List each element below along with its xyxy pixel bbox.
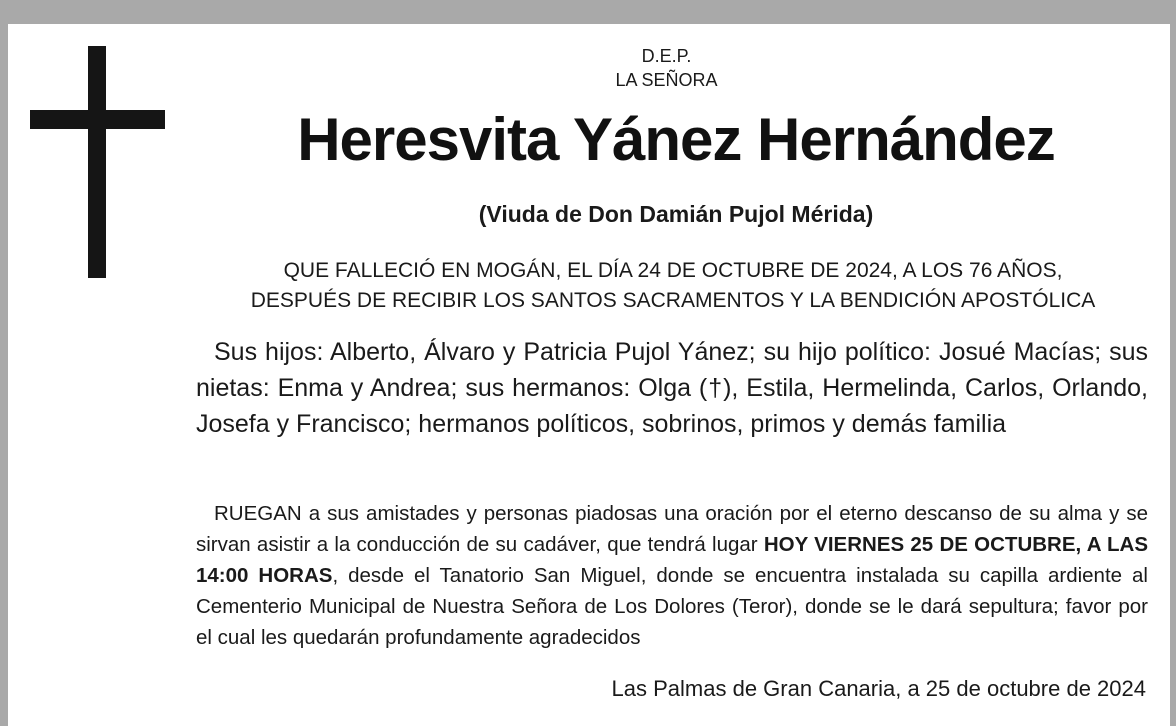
ruegan-text-2: , desde el Tanatorio San Miguel, donde se encuentra instalada su capilla ardiente al Cementerio Municipal de Nuestra Señora de Los Dolores (Teror), donde se le dará sepultura; favor por el cual les quedarán profundamente agradecidos xyxy=(196,564,1148,649)
death-announcement xyxy=(188,256,1158,316)
place-and-date: Las Palmas de Gran Canaria, a 25 de octubre de 2024 xyxy=(611,676,1146,701)
ruegan-text-1: RUEGAN a sus amistades y personas piadosas una oración por el eterno descanso de su alma y se sirvan asistir a la conducción de su cadáver, que tendrá lugar xyxy=(196,502,1148,556)
title-prefix: LA SEÑORA xyxy=(615,70,718,90)
header-block xyxy=(8,44,1170,92)
cross-horizontal-bar xyxy=(30,110,165,129)
death-line-1: QUE FALLECIÓ EN MOGÁN, EL DÍA 24 DE OCTUBRE DE 2024, A LOS 76 AÑOS, xyxy=(283,259,1063,282)
widow-of: (Viuda de Don Damián Pujol Mérida) xyxy=(478,201,874,227)
ruegan-paragraph xyxy=(196,498,1148,653)
obituary-notice xyxy=(8,24,1170,726)
family-paragraph: Sus hijos: Alberto, Álvaro y Patricia Pujol Yánez; su hijo político: Josué Macías; sus nietas: Enma y Andrea; sus hermanos: Olga (†), Estila, Hermelinda, Carlos, Orlando, Josefa y Francisco; hermanos políticos, sobrinos, primos y demás familia xyxy=(196,338,1148,438)
dep-text: D.E.P. xyxy=(641,46,692,66)
deceased-name: Heresvita Yánez Hernández xyxy=(297,106,1055,173)
death-line-2: DESPUÉS DE RECIBIR LOS SANTOS SACRAMENTOS Y LA BENDICIÓN APOSTÓLICA xyxy=(250,289,1096,312)
ruegan-time-bold: HOY VIERNES 25 DE OCTUBRE, A LAS 14:00 HORAS xyxy=(196,533,1148,587)
